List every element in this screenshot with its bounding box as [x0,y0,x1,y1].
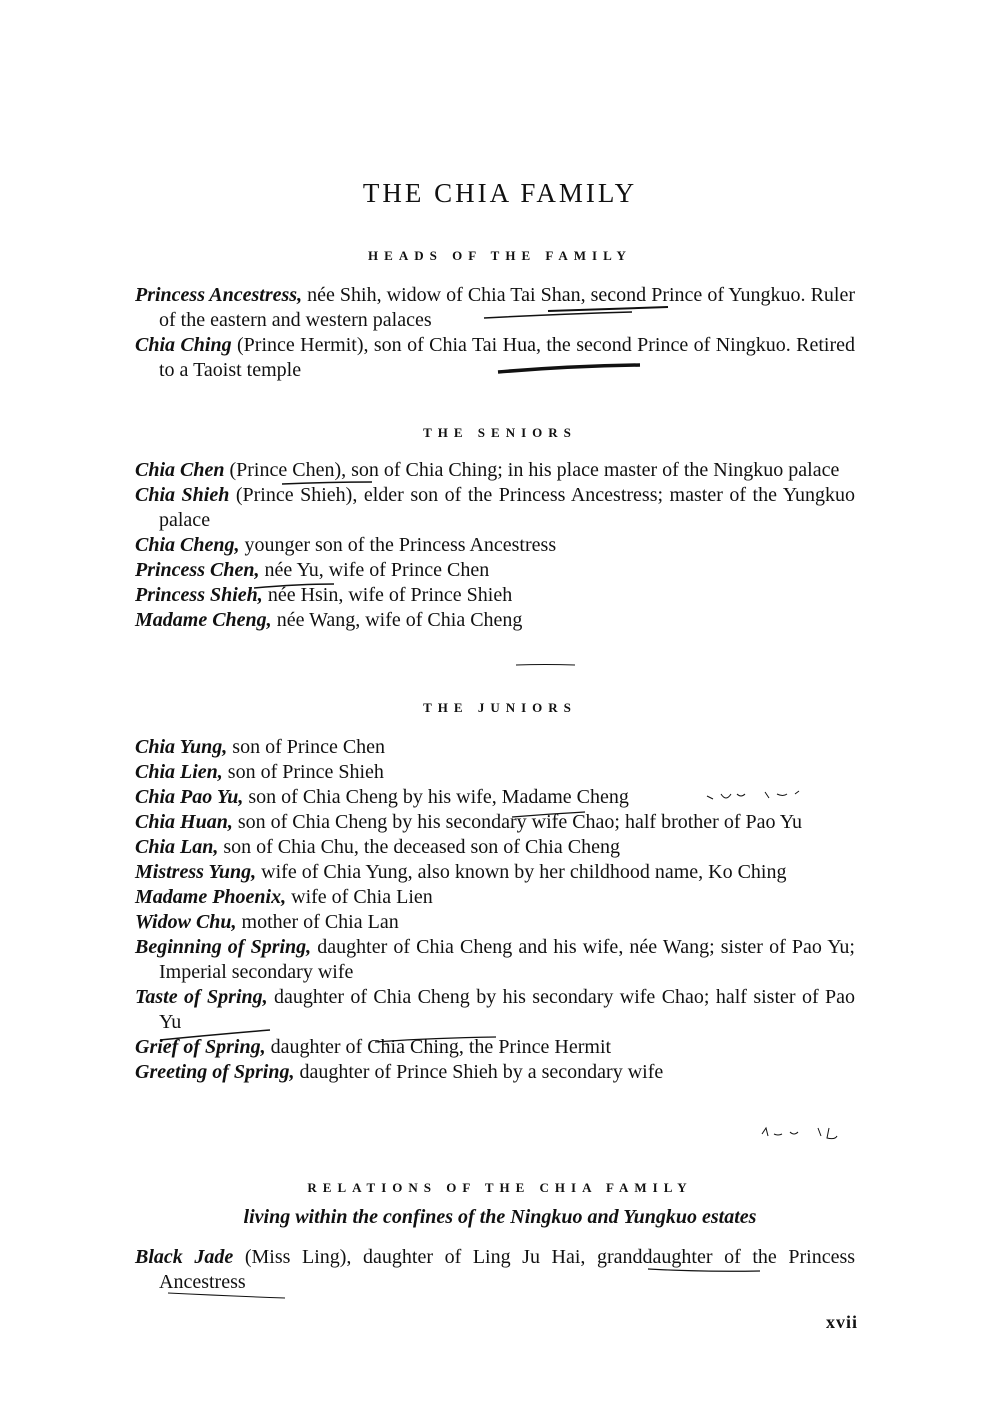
entry-name: Beginning of Spring, [135,936,312,958]
section-heading-relations: RELATIONS OF THE CHIA FAMILY [307,1180,693,1195]
list-item [135,1035,855,1060]
entry-name: Princess Ancestress, [135,284,303,306]
entry-name: Princess Shieh, [135,584,263,606]
underline-mark [516,665,575,666]
juniors-list [135,735,855,1085]
list-item [135,608,855,633]
entry-text: née Wang, wife of Chia Cheng [276,609,523,631]
list-item [135,935,855,985]
entry-name: Chia Cheng, [135,534,240,556]
entry-name: Chia Chen [135,459,225,481]
entry-name: Taste of Spring, [135,986,268,1008]
entry-text: née Hsin, wife of Prince Shieh [267,584,513,606]
entry-text: (Miss Ling), daughter of Ling Ju Hai, granddaughter of the Princess Ancestress [159,1246,856,1293]
list-item [135,810,855,835]
list-item [135,860,855,885]
seniors-list [135,458,855,633]
list-item [135,558,855,583]
entry-text: younger son of the Princess Ancestress [244,534,557,556]
section-heading-juniors: THE JUNIORS [423,700,577,715]
list-item [135,1245,855,1295]
entry-name: Chia Yung, [135,736,228,758]
entry-name: Black Jade [135,1246,234,1268]
entry-text: née Shih, widow of Chia Tai Shan, second Prince of Yungkuo. Ruler of the eastern and western palaces [159,284,856,331]
entry-text: son of Prince Chen [232,736,386,758]
page-number: xvii [825,1312,858,1332]
entry-name: Chia Lien, [135,761,223,783]
list-item [135,333,855,383]
entry-text: son of Chia Cheng by his secondary wife Chao; half brother of Pao Yu [237,811,802,833]
list-item [135,785,855,810]
entry-text: daughter of Chia Cheng and his wife, née Wang; sister of Pao Yu; Imperial secondary wife [159,936,855,983]
entry-name: Chia Lan, [135,836,219,858]
list-item [135,533,855,558]
relations-list [135,1245,855,1295]
section-heading-heads: HEADS OF THE FAMILY [368,248,632,263]
entry-text: daughter of Chia Ching, the Prince Hermit [270,1036,612,1058]
entry-name: Grief of Spring, [135,1036,266,1058]
entry-name: Chia Shieh [135,484,230,506]
entry-text: née Yu, wife of Prince Chen [264,559,490,581]
list-item [135,283,855,333]
list-item [135,885,855,910]
entry-name: Madame Cheng, [135,609,272,631]
list-item [135,458,855,483]
entry-text: (Prince Hermit), son of Chia Tai Hua, the second Prince of Ningkuo. Retired to a Taoist temple [159,334,856,381]
entry-name: Chia Ching [135,334,232,356]
list-item [135,583,855,608]
entry-text: (Prince Shieh), elder son of the Princess Ancestress; master of the Yungkuo palace [159,484,855,531]
list-item [135,835,855,860]
entry-name: Princess Chen, [135,559,260,581]
entry-text: son of Chia Chu, the deceased son of Chia Cheng [223,836,620,858]
entry-text: son of Chia Cheng by his wife, Madame Cheng [248,786,629,808]
scribble-mark [762,1128,837,1139]
list-item [135,760,855,785]
entry-name: Chia Pao Yu, [135,786,244,808]
entry-text: mother of Chia Lan [241,911,399,933]
list-item [135,985,855,1035]
list-item [135,735,855,760]
entry-text: son of Prince Shieh [227,761,384,783]
list-item [135,910,855,935]
entry-name: Greeting of Spring, [135,1061,295,1083]
entry-name: Mistress Yung, [135,861,257,883]
entry-text: (Prince Chen), son of Chia Ching; in his place master of the Ningkuo palace [229,459,840,481]
entry-text: wife of Chia Yung, also known by her childhood name, Ko Ching [261,861,787,883]
entry-name: Widow Chu, [135,911,237,933]
entry-name: Madame Phoenix, [135,886,287,908]
entry-text: daughter of Prince Shieh by a secondary wife [299,1061,664,1083]
entry-text: daughter of Chia Cheng by his secondary wife Chao; half sister of Pao Yu [159,986,855,1033]
entry-name: Chia Huan, [135,811,233,833]
list-item [135,483,855,533]
entry-text: wife of Chia Lien [291,886,433,908]
section-subheading: living within the confines of the Ningkuo and Yungkuo estates [243,1206,757,1228]
heads-list [135,283,855,383]
list-item [135,1060,855,1085]
page-title: THE CHIA FAMILY [362,178,638,209]
section-heading-seniors: THE SENIORS [423,425,577,440]
